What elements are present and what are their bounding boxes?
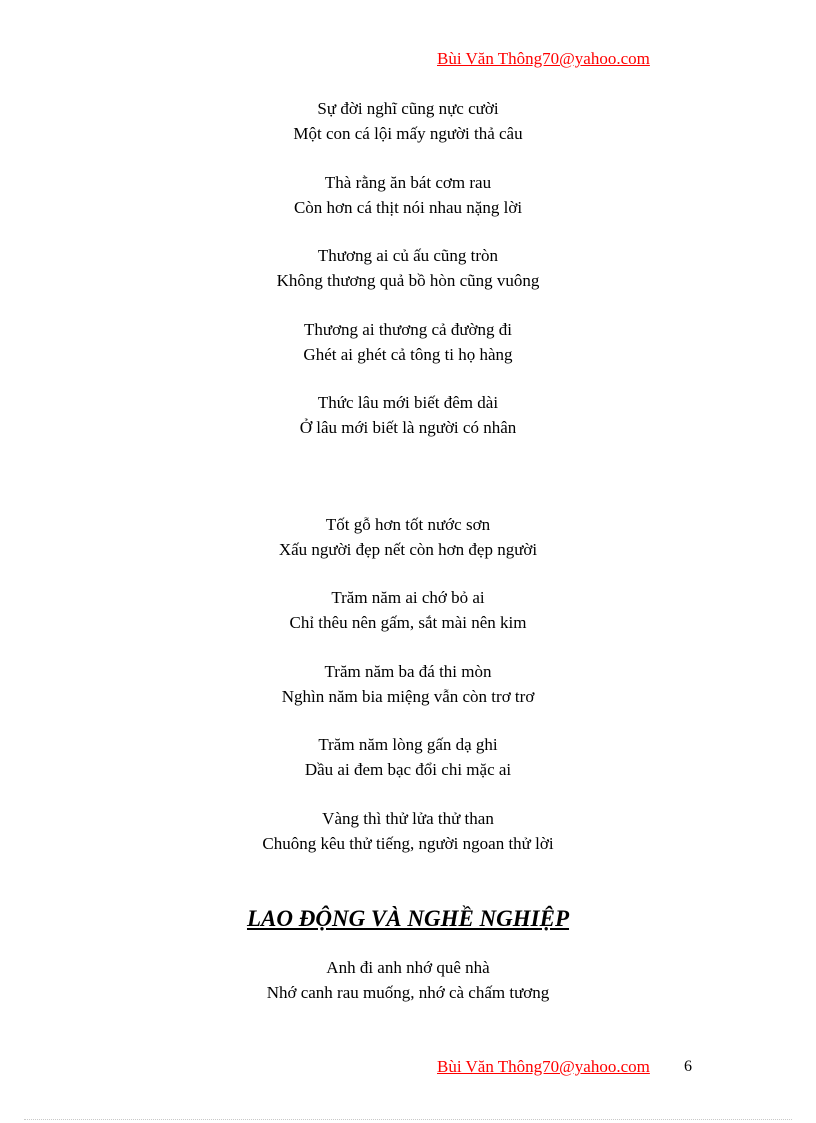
stanza-line: Anh đi anh nhớ quê nhà xyxy=(326,958,490,977)
footer-author-email[interactable]: Bùi Văn Thông70@yahoo.com xyxy=(437,1057,650,1076)
stanza-line: Trăm năm lòng gấn dạ ghi xyxy=(318,735,498,754)
page-number: 6 xyxy=(684,1058,692,1075)
section-heading: LAO ĐỘNG VÀ NGHỀ NGHIỆP xyxy=(246,906,570,931)
stanza-line: Nhớ canh rau muống, nhớ cà chấm tương xyxy=(266,982,550,1002)
stanza-line: Chỉ thêu nên gấm, sắt mài nên kim xyxy=(289,612,527,632)
stanza-line: Xấu người đẹp nết còn hơn đẹp người xyxy=(278,539,538,559)
stanza-9 xyxy=(0,733,816,782)
stanza-6 xyxy=(0,513,816,562)
section-stanza-1 xyxy=(0,956,816,1005)
stanza-line: Trăm năm ba đá thi mòn xyxy=(324,662,492,681)
stanza-line: Ở lâu mới biết là người có nhân xyxy=(299,417,517,437)
stanza-line: Một con cá lội mấy người thả câu xyxy=(293,123,523,143)
stanza-3 xyxy=(0,244,816,293)
stanza-4 xyxy=(0,318,816,367)
stanza-7 xyxy=(0,586,816,635)
stanza-line: Dầu ai đem bạc đổi chi mặc ai xyxy=(304,759,512,779)
stanza-line: Thương ai củ ấu cũng tròn xyxy=(317,246,499,265)
stanza-line: Còn hơn cá thịt nói nhau nặng lời xyxy=(293,197,523,217)
header-author-email[interactable]: Bùi Văn Thông70@yahoo.com xyxy=(437,49,650,68)
stanza-line: Sự đời nghĩ cũng nực cười xyxy=(317,99,499,118)
stanza-line: Tốt gỗ hơn tốt nước sơn xyxy=(325,515,491,534)
stanza-1 xyxy=(0,97,816,146)
stanza-line: Ghét ai ghét cả tông ti họ hàng xyxy=(303,344,513,364)
stanza-line: Không thương quả bồ hòn cũng vuông xyxy=(276,270,540,290)
stanza-line: Thà rằng ăn bát cơm rau xyxy=(324,173,492,192)
stanza-line: Vàng thì thử lửa thử than xyxy=(322,809,494,828)
page-bottom-border xyxy=(24,1119,792,1120)
stanza-line: Thương ai thương cả đường đi xyxy=(303,320,513,339)
stanza-8 xyxy=(0,660,816,709)
stanza-10 xyxy=(0,807,816,856)
stanza-line: Trăm năm ai chớ bỏ ai xyxy=(331,588,485,607)
stanza-5 xyxy=(0,391,816,440)
stanza-line: Nghìn năm bia miệng vẫn còn trơ trơ xyxy=(281,686,535,706)
stanza-2 xyxy=(0,171,816,220)
stanza-line: Thức lâu mới biết đêm dài xyxy=(317,393,499,412)
stanza-line: Chuông kêu thử tiếng, người ngoan thử lời xyxy=(262,833,554,853)
